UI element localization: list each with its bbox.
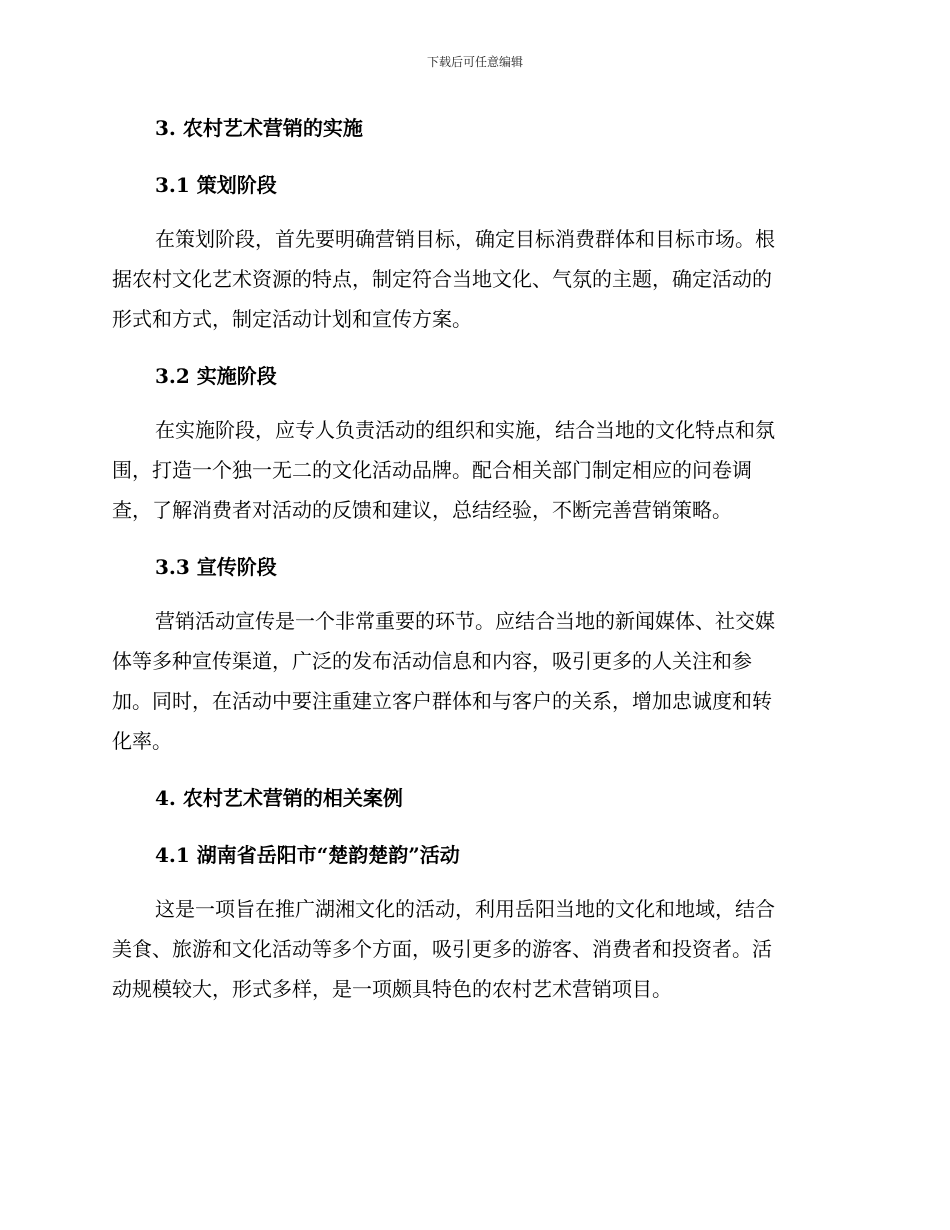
subsection-heading-3-2: 3.2 实施阶段 [155,364,277,388]
section-heading-4: 4. 农村艺术营销的相关案例 [155,786,403,810]
paragraph-line: 这是一项旨在推广湖湘文化的活动，利用岳阳当地的文化和地域，结合 [155,897,775,921]
paragraph-line: 营销活动宣传是一个非常重要的环节。应结合当地的新闻媒体、社交媒 [155,609,775,633]
paragraph-line: 围，打造一个独一无二的文化活动品牌。配合相关部门制定相应的问卷调 [112,458,752,482]
paragraph-line: 形式和方式，制定活动计划和宣传方案。 [112,307,472,331]
subsection-heading-3-1: 3.1 策划阶段 [155,173,277,197]
paragraph-4-1 [112,889,832,1009]
paragraph-line: 加。同时，在活动中要注重建立客户群体和与客户的关系，增加忠诚度和转 [112,689,772,713]
paragraph-line: 美食、旅游和文化活动等多个方面，吸引更多的游客、消费者和投资者。活 [112,937,772,961]
section-heading-3: 3. 农村艺术营销的实施 [155,116,363,140]
paragraph-3-3 [112,601,832,761]
header-note: 下载后可任意编辑 [426,55,523,69]
document-body [112,108,832,1026]
paragraph-line: 在策划阶段，首先要明确营销目标，确定目标消费群体和目标市场。根 [155,227,775,251]
paragraph-line: 查，了解消费者对活动的反馈和建议，总结经验，不断完善营销策略。 [112,498,732,522]
paragraph-line: 据农村文化艺术资源的特点，制定符合当地文化、气氛的主题，确定活动的 [112,267,772,291]
paragraph-line: 动规模较大，形式多样，是一项颇具特色的农村艺术营销项目。 [112,977,672,1001]
paragraph-line: 在实施阶段，应专人负责活动的组织和实施，结合当地的文化特点和氛 [155,418,775,442]
paragraph-3-1 [112,219,832,339]
subsection-heading-4-1: 4.1 湖南省岳阳市“楚韵楚韵”活动 [155,843,460,867]
paragraph-line: 化率。 [112,729,172,753]
subsection-heading-3-3: 3.3 宣传阶段 [155,555,277,579]
paragraph-line: 体等多种宣传渠道，广泛的发布活动信息和内容，吸引更多的人关注和参 [112,649,752,673]
paragraph-3-2 [112,410,832,530]
